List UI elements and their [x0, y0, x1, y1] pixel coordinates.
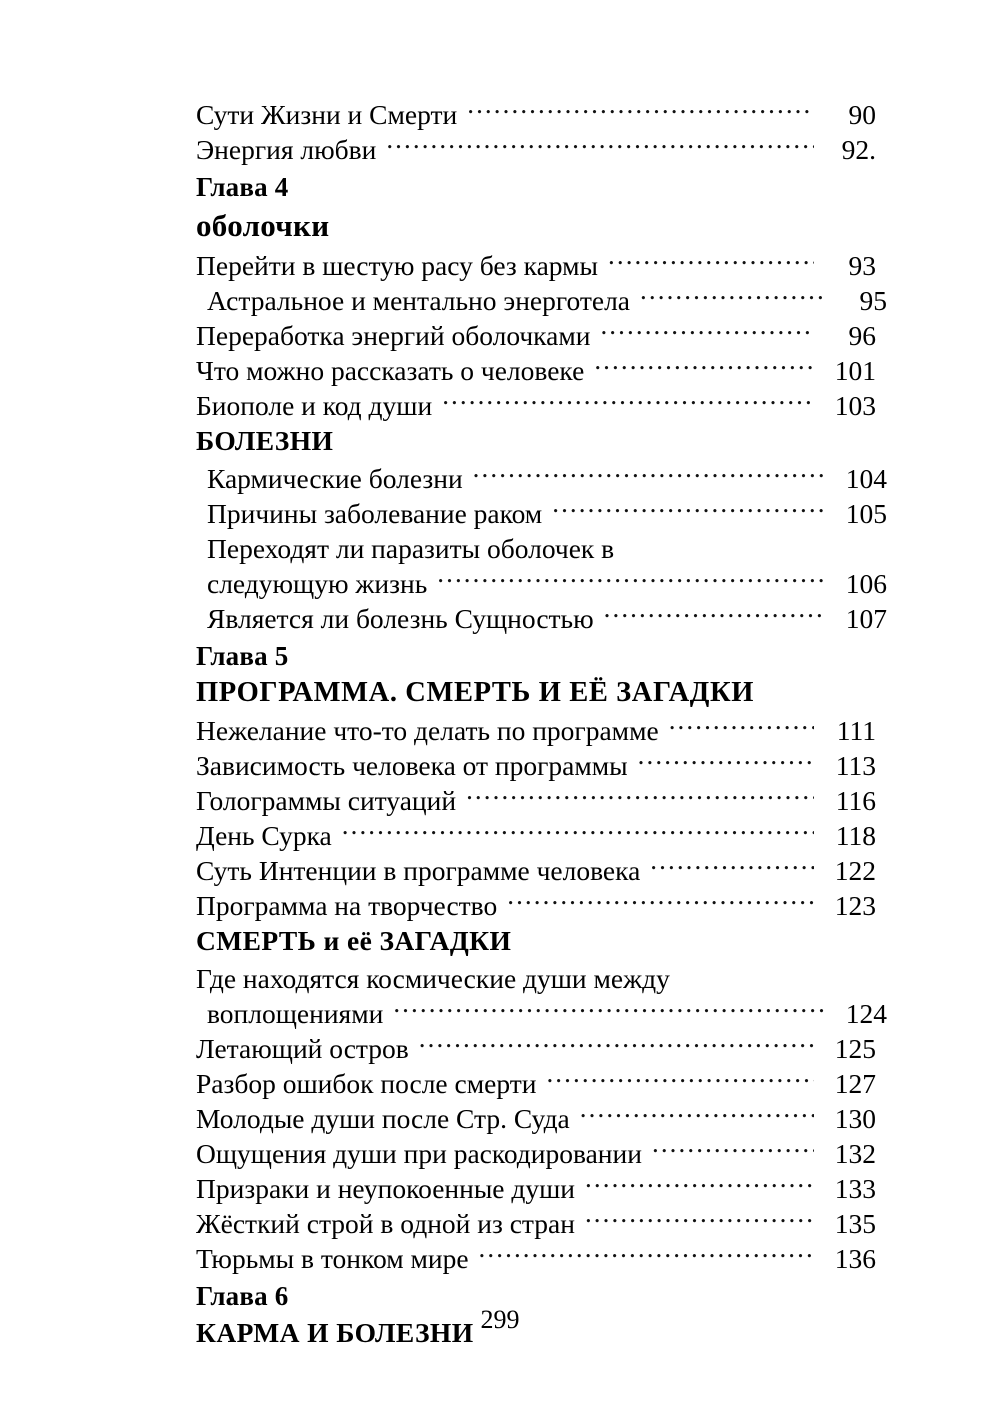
toc-entry[interactable] — [196, 565, 887, 600]
toc-entry-title: Зависимость человека от программы — [196, 749, 628, 781]
toc-entry-page-number: 113 — [835, 749, 876, 781]
toc-entry-page-number: 90 — [848, 98, 876, 130]
toc-entry-page-number: 92. — [841, 133, 876, 165]
dot-leader — [479, 1240, 814, 1268]
toc-entry[interactable] — [196, 495, 887, 530]
toc-entry-title: Перейти в шестую расу без кармы — [196, 249, 598, 281]
toc-entry-title: Ощущения души при раскодировании — [196, 1137, 642, 1169]
dot-leader — [442, 387, 814, 415]
section-heading: КАРМА И БОЛЕЗНИ — [196, 1317, 474, 1348]
dot-leader — [608, 247, 814, 275]
toc-entry-page-number: 123 — [834, 889, 876, 921]
toc-entry-title: Энергия любви — [196, 133, 377, 165]
dot-leader — [680, 960, 814, 988]
toc-entry[interactable] — [196, 887, 876, 922]
toc-entry[interactable] — [196, 387, 876, 422]
toc-entry-title: Разбор ошибок после смерти — [196, 1067, 537, 1099]
dot-leader — [604, 600, 825, 628]
toc-entry-title: Биополе и код души — [196, 389, 433, 421]
dot-leader — [640, 282, 825, 310]
dot-leader — [585, 1205, 814, 1233]
toc-entry-page-number: 132 — [834, 1137, 876, 1169]
dot-leader — [552, 495, 825, 523]
dot-leader — [386, 131, 814, 159]
toc-entry-title: Программа на творчество — [196, 889, 498, 921]
toc-entry[interactable] — [196, 747, 876, 782]
table-of-contents — [196, 96, 887, 1352]
toc-entry-title: Жёсткий строй в одной из стран — [196, 1207, 575, 1239]
dot-leader — [546, 1065, 814, 1093]
dot-leader — [669, 712, 814, 740]
toc-entry-title: День Сурка — [196, 819, 332, 851]
toc-entry[interactable] — [196, 995, 887, 1030]
dot-leader — [419, 1030, 814, 1058]
toc-entry[interactable] — [196, 1170, 876, 1205]
toc-entry[interactable] — [196, 530, 887, 565]
toc-entry-title: Что можно рассказать о человеке — [196, 354, 585, 386]
toc-entry[interactable] — [196, 317, 876, 352]
dot-leader — [393, 995, 825, 1023]
toc-entry-title: Нежелание что-то делать по программе — [196, 714, 659, 746]
toc-entry-page-number: 93 — [848, 249, 876, 281]
toc-entry-page-number: 107 — [845, 602, 887, 634]
dot-leader — [600, 317, 814, 345]
toc-entry-title: Причины заболевание раком — [207, 497, 543, 529]
dot-leader — [467, 96, 814, 124]
toc-entry-title: Летающий остров — [196, 1032, 409, 1064]
toc-entry[interactable] — [196, 1205, 876, 1240]
dot-leader — [473, 460, 825, 488]
toc-entry-title: Голограммы ситуаций — [196, 784, 457, 816]
dot-leader — [652, 1135, 814, 1163]
section-heading: оболочки — [196, 208, 330, 243]
toc-entry-title: следующую жизнь — [207, 567, 428, 599]
toc-entry-page-number: 95 — [859, 284, 887, 316]
toc-entry-page-number: 125 — [834, 1032, 876, 1064]
chapter-label: Глава 5 — [196, 641, 289, 671]
section-heading: СМЕРТЬ и её ЗАГАДКИ — [196, 925, 512, 956]
toc-entry-page-number: 105 — [845, 497, 887, 529]
toc-entry-page-number: 122 — [834, 854, 876, 886]
toc-entry-page-number: 104 — [845, 462, 887, 494]
toc-entry-page-number: 127 — [834, 1067, 876, 1099]
toc-entry[interactable] — [196, 1240, 876, 1275]
toc-entry[interactable] — [196, 1065, 876, 1100]
toc-entry-page-number: 133 — [834, 1172, 876, 1204]
toc-entry-title: Кармические болезни — [207, 462, 463, 494]
toc-entry[interactable] — [196, 282, 887, 317]
dot-leader — [466, 782, 814, 810]
toc-entry[interactable] — [196, 131, 876, 166]
dot-leader — [437, 565, 825, 593]
toc-entry-title: Молодые души после Стр. Суда — [196, 1102, 570, 1134]
toc-entry-page-number: 106 — [845, 567, 887, 599]
toc-entry[interactable] — [196, 96, 876, 131]
toc-entry-page-number: 96 — [848, 319, 876, 351]
toc-entry[interactable] — [196, 352, 876, 387]
dot-leader — [624, 530, 825, 558]
toc-entry[interactable] — [196, 600, 887, 635]
toc-entry-title: Сути Жизни и Смерти — [196, 98, 458, 130]
toc-entry-title: Является ли болезнь Сущностью — [207, 602, 594, 634]
toc-entry-page-number: 118 — [835, 819, 876, 851]
toc-entry[interactable] — [196, 247, 876, 282]
toc-entry-page-number: 136 — [834, 1242, 876, 1274]
section-heading: БОЛЕЗНИ — [196, 425, 334, 456]
chapter-label: Глава 4 — [196, 172, 289, 202]
dot-leader — [585, 1170, 814, 1198]
toc-entry-page-number: 103 — [834, 389, 876, 421]
chapter-label: Глава 6 — [196, 1281, 289, 1311]
toc-entry-title: воплощениями — [207, 997, 384, 1029]
toc-entry[interactable] — [196, 817, 876, 852]
dot-leader — [594, 352, 814, 380]
toc-entry-page-number: 101 — [834, 354, 876, 386]
dot-leader — [342, 817, 814, 845]
toc-entry-page-number: 111 — [836, 714, 876, 746]
toc-entry-page-number: 135 — [834, 1207, 876, 1239]
toc-entry-title: Тюрьмы в тонком мире — [196, 1242, 469, 1274]
dot-leader — [580, 1100, 814, 1128]
dot-leader — [507, 887, 814, 915]
section-heading: ПРОГРАММА. СМЕРТЬ И ЕЁ ЗАГАДКИ — [196, 677, 755, 708]
toc-entry-title: Призраки и неупокоенные души — [196, 1172, 576, 1204]
page-folio-number: 299 — [480, 1305, 520, 1334]
toc-entry[interactable] — [196, 960, 876, 995]
toc-entry-title: Астральное и ментально энерготела — [207, 284, 631, 316]
toc-entry-title: Переходят ли паразиты оболочек в — [207, 532, 615, 564]
toc-entry-title: Суть Интенции в программе человека — [196, 854, 641, 886]
toc-entry-title: Переработка энергий оболочками — [196, 319, 591, 351]
toc-entry[interactable] — [196, 712, 876, 747]
dot-leader — [650, 852, 814, 880]
toc-entry[interactable] — [196, 782, 876, 817]
toc-entry[interactable] — [196, 1100, 876, 1135]
toc-entry-page-number: 130 — [834, 1102, 876, 1134]
toc-entry[interactable] — [196, 1030, 876, 1065]
toc-entry-page-number: 116 — [835, 784, 876, 816]
toc-entry[interactable] — [196, 852, 876, 887]
toc-entry[interactable] — [196, 460, 887, 495]
toc-entry-page-number: 124 — [845, 997, 887, 1029]
toc-entry[interactable] — [196, 1135, 876, 1170]
dot-leader — [638, 747, 814, 775]
toc-entry-title: Где находятся космические души между — [196, 962, 670, 994]
